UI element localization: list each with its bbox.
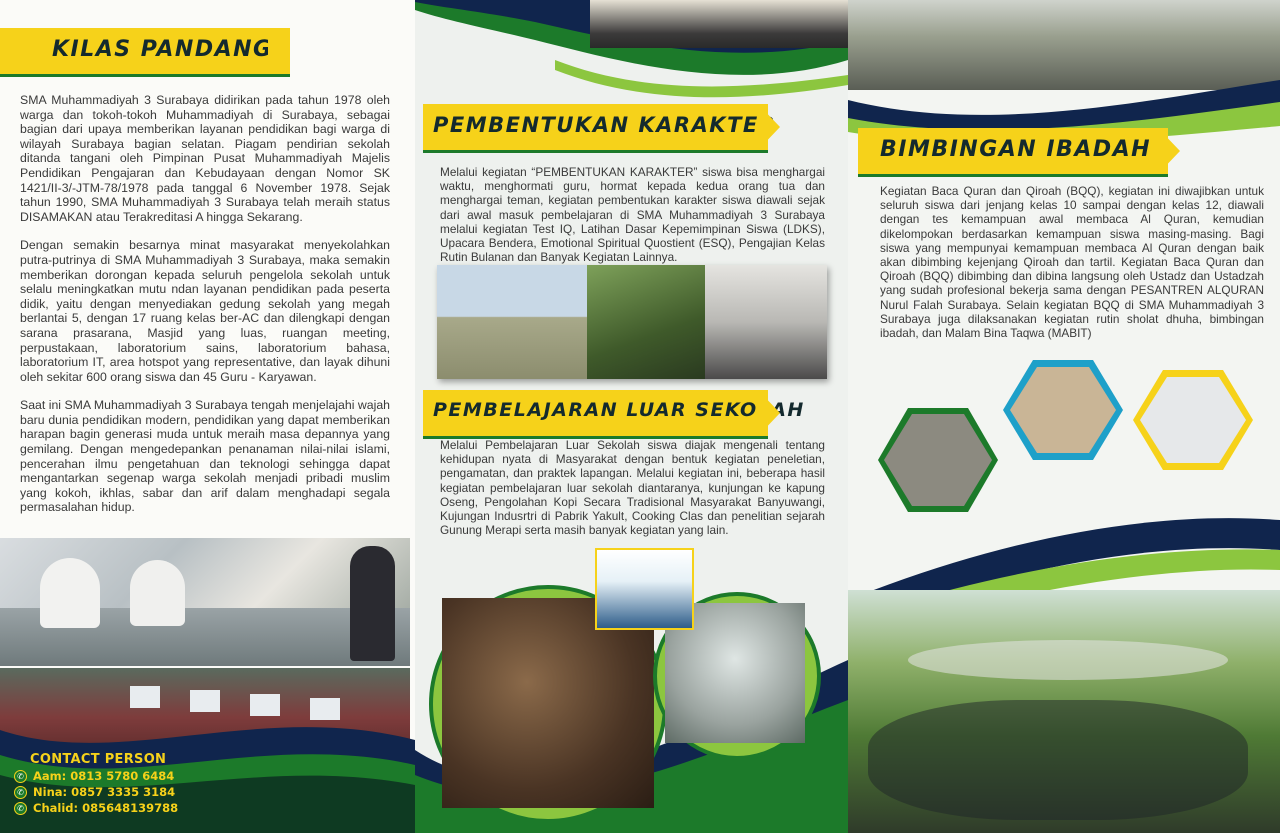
kilas-paragraph-1: SMA Muhammadiyah 3 Surabaya didirikan pada tahun 1978 oleh warga dan tokoh-tokoh Muhammadiyah di Surabaya, sebagai bagian dari upaya memberikan layanan pendidikan bagi warga di wilayah Surabaya bagian selatan. Piagam pendirian sekolah ditanda tangani oleh Pimpinan Pusat Muhammadiyah Majelis Pendidikan Pengajaran dan Kebudayaan dengan Nomor SK 1421/II-3/-JTM-78/1978 pada tanggal 6 November 1978. Sejak tahun 1990, SMA Muhammadiyah 3 Surabaya telah meraih status DISAMAKAN atau Terakreditasi A hingga Sekarang. xyxy=(20,93,390,224)
panel-karakter-luar-sekolah xyxy=(415,0,848,833)
outbound-photo xyxy=(587,265,705,379)
panel-bimbingan-ibadah xyxy=(848,0,1280,833)
group-photo-top xyxy=(590,0,848,48)
kilas-heading: KILAS PANDANG xyxy=(52,37,273,62)
luar-text: Melalui Pembelajaran Luar Sekolah siswa diajak mengenali tentang kehidupan nyata di Masyarakat dengan bentuk kegiatan peneletian, pengamatan, dan praktek lapangan. Melalui kegiatan ini, beberapa hasil kegiatan pembelajaran luar sekolah diantaranya, kunjungan ke kapung Oseng, Pengolahan Kopi Secara Tradisional Masyarakat Banyuwangi, Kujungan Indusrtri di Pabrik Yakult, Cooking Clas dan penelitian sejarah Gunung Merapi serta masih banyak kegiatan yang lain. xyxy=(440,438,825,538)
banner-arrow xyxy=(758,104,780,150)
contact-item: ✆ Nina: 0857 3335 3184 xyxy=(14,785,204,799)
classroom-photo xyxy=(0,538,410,666)
phone-icon: ✆ xyxy=(14,786,27,799)
banner-arrow xyxy=(268,28,290,74)
luar-heading: PEMBELAJARAN LUAR SEKOLAH xyxy=(433,399,805,421)
ibadah-heading-banner xyxy=(858,128,1168,174)
contact-title: CONTACT PERSON xyxy=(30,752,167,767)
karakter-photo-strip xyxy=(437,265,827,379)
contact-item: ✆ Chalid: 085648139788 xyxy=(14,801,204,815)
kilas-heading-banner xyxy=(0,28,290,74)
phone-icon: ✆ xyxy=(14,802,27,815)
yakult-visit-photo xyxy=(595,548,694,630)
ldks-photo xyxy=(437,265,587,379)
contact-person xyxy=(14,752,204,815)
karakter-heading: PEMBENTUKAN KARAKTER xyxy=(433,113,777,137)
ibadah-heading: BIMBINGAN IBADAH xyxy=(880,137,1152,162)
kilas-body xyxy=(20,93,390,529)
banner-arrow xyxy=(1158,128,1180,174)
contact-item: ✆ Aam: 0813 5780 6484 xyxy=(14,769,204,783)
karakter-text: Melalui kegiatan “PEMBENTUKAN KARAKTER” siswa bisa menghargai waktu, menghormati guru, hormat kepada kedua orang tua dan menghargai teman, kegiatan pembentukan karakter siswa diawali sejak dari awal masuk pembelajaran di SMA Muhammadiyah 3 Surabaya melalui kegiatan Test IQ, Latihan Dasar Kepemimpinan Siswa (LDKS), Upacara Bendera, Emotional Spiritual Quostient (ESQ), Pengajian Kelas Rutin Bulanan dan Banyak Kegiatan Lainnya. xyxy=(440,165,825,265)
ibadah-text: Kegiatan Baca Quran dan Qiroah (BQQ), kegiatan ini diwajibkan untuk seluruh siswa dari jenjang kelas 10 sampai dengan kelas 12, diawali dengan tes kemampuan awal membaca Al Quran, kemudian dikelompokan berdasarkan kemampuan siswa masing-masing. Bagi siswa yang mempunyai kemampuan membaca Al Quran dengan baik akan dibimbing kejenjang Qiroah dan tartil. Kegiatan Baca Quran dan Qiroah (BQQ) dibimbing dan dibina langsung oleh Ustadz dan Ustadzah yang sudah profesional bekerja sama dengan PESANTREN ALQURAN Nurul Falah Surabaya. Selain kegiatan BQQ di SMA Muhammadiyah 3 Surabaya juga dilaksanakan kegiatan rutin sholat dhuha, bimbingan ibadah, dan Malam Bina Taqwa (MABIT) xyxy=(880,184,1264,341)
banner-arrow xyxy=(758,390,780,436)
outdoor-circle-photo xyxy=(848,590,1280,833)
phone-icon: ✆ xyxy=(14,770,27,783)
kilas-paragraph-2: Dengan semakin besarnya minat masyarakat menyekolahkan putra-putrinya di SMA Muhammadiyah 3 Surabaya, maka semakin memberikan dorongan kepada seluruh pengelola sekolah untuk selalu meningkatkan mutu ndan layanan pendidikan pada peserta didik, yaitu dengan menyediakan gedung sekolah yang megah berlantai 5, dengan 17 ruang kelas ber-AC dan dilengkapi dengan sarana prasarana, Masjid yang luas, ruangan meeting, perpustakaan, laboratorium sains, laboratorium bahasa, laboratorium IT, area hotspot yang representative, dan layak dihuni oleh sekitar 600 orang siswa dan 45 Guru - Karyawan. xyxy=(20,238,390,384)
esq-photo xyxy=(705,265,827,379)
panel-kilas-pandang xyxy=(0,0,415,833)
luar-heading-banner xyxy=(423,390,805,436)
kilas-paragraph-3: Saat ini SMA Muhammadiyah 3 Surabaya tengah menjelajahi wajah baru dunia pendidikan modern, pendidikan yang dapat memberikan harapan bagin generasi muda untuk meraih masa depannya yang gemilang. Dengan mengedepankan penanaman nilai-nilai islami, pencerahan ilmu pengetahuan dan teknologi sehingga dapat mengantarkan segenap warga sekolah menjadi pribadi muslim yang kokoh, ikhlas, sabar dan arif dalam menghadapi segala permasalahan hidup. xyxy=(20,398,390,515)
karakter-heading-banner xyxy=(423,104,777,150)
